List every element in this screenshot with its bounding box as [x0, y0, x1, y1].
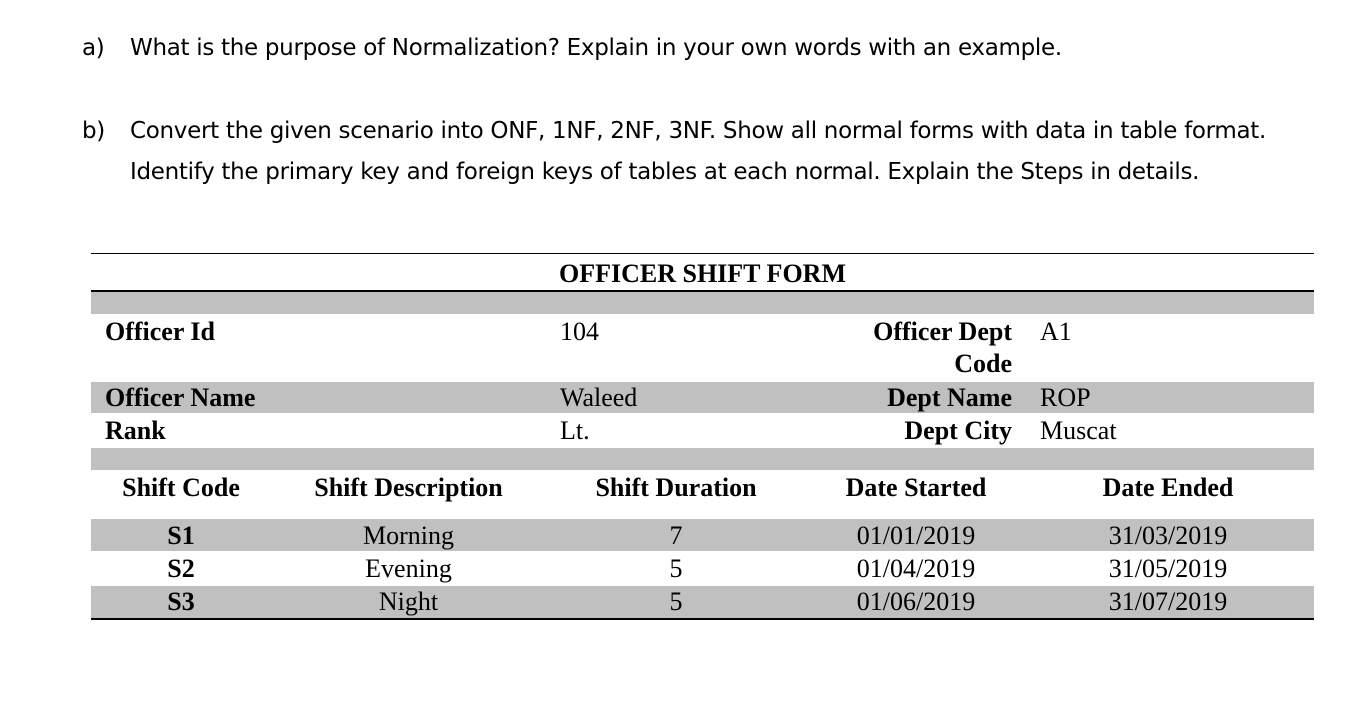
dept-name-label: Dept Name: [887, 383, 1012, 412]
officer-name-value: Waleed: [560, 383, 638, 412]
dept-name-value: ROP: [1040, 383, 1091, 412]
shift-description: Evening: [365, 554, 452, 583]
officer-id-label: Officer Id: [105, 317, 215, 346]
question-b-text: Convert the given scenario into ONF, 1NF, 2NF, 3NF. Show all normal forms with data in table format. Identify the primary key and foreign keys of tables at each normal. Explain the Steps in details.: [130, 118, 1267, 185]
officer-id-value: 104: [560, 317, 599, 346]
date-started: 01/06/2019: [856, 587, 976, 616]
date-ended: 31/05/2019: [1108, 554, 1228, 583]
shift-duration: 5: [669, 554, 683, 583]
col-header-date-ended: Date Ended: [1102, 473, 1234, 502]
officer-name-band: [91, 382, 1314, 413]
dept-city-label: Dept City: [904, 416, 1012, 445]
shift-duration: 7: [669, 521, 683, 550]
question-a: [0, 28, 1353, 69]
form-bottom-rule: [91, 618, 1314, 620]
form-title: OFFICER SHIFT FORM: [559, 259, 846, 288]
dept-code-value: A1: [1040, 317, 1072, 346]
col-header-shift-duration: Shift Duration: [595, 473, 757, 502]
dept-city-value: Muscat: [1040, 416, 1117, 445]
shift-code: S1: [167, 521, 195, 550]
shift-duration: 5: [669, 587, 683, 616]
rank-label: Rank: [105, 416, 166, 445]
officer-shift-form: [91, 253, 1314, 621]
col-header-shift-code: Shift Code: [122, 473, 240, 502]
question-b-label: b): [82, 118, 105, 144]
date-started: 01/04/2019: [856, 554, 976, 583]
officer-name-label: Officer Name: [105, 383, 256, 412]
question-a-label: a): [82, 35, 105, 61]
header-band: [91, 292, 1314, 314]
date-ended: 31/07/2019: [1108, 587, 1228, 616]
question-a-text: What is the purpose of Normalization? Explain in your own words with an example.: [130, 35, 1062, 61]
shift-description: Morning: [363, 521, 454, 550]
date-ended: 31/03/2019: [1108, 521, 1228, 550]
separator-band: [91, 448, 1314, 470]
dept-code-label-line2: Code: [954, 349, 1012, 378]
shift-code: S3: [167, 587, 195, 616]
question-b: [0, 111, 1353, 234]
rank-value: Lt.: [560, 416, 590, 445]
dept-code-label-line1: Officer Dept: [873, 317, 1012, 346]
form-top-rule: [91, 253, 1314, 254]
shift-description: Night: [378, 587, 439, 616]
col-header-shift-description: Shift Description: [314, 473, 503, 502]
date-started: 01/01/2019: [856, 521, 976, 550]
col-header-date-started: Date Started: [845, 473, 987, 502]
shift-code: S2: [167, 554, 195, 583]
